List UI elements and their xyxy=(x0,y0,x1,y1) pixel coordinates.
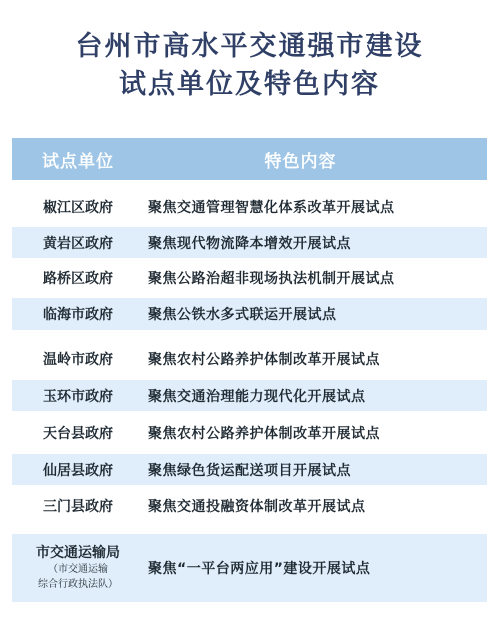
row-unit: 温岭市政府 xyxy=(43,352,113,368)
pilot-table xyxy=(12,138,487,590)
row-unit: 椒江区政府 xyxy=(43,200,113,216)
table-row xyxy=(12,262,487,294)
table-row xyxy=(12,454,487,485)
table-row xyxy=(12,191,487,223)
row-unit: 仙居县政府 xyxy=(43,462,113,479)
row-unit: 临海市政府 xyxy=(43,307,113,323)
row-content: 聚焦公路治超非现场执法机制开展试点 xyxy=(148,271,395,287)
row-content: 聚焦绿色货运配送项目开展试点 xyxy=(148,462,351,479)
row-content: 聚焦交通治理能力现代化开展试点 xyxy=(148,388,366,405)
table-row xyxy=(12,342,487,376)
row-unit-main: 市交通运输局 xyxy=(36,545,120,561)
table-row xyxy=(12,227,487,258)
table-row xyxy=(12,490,487,522)
header-content: 特色内容 xyxy=(264,151,337,172)
row-unit xyxy=(12,544,144,592)
row-content: 聚焦公铁水多式联运开展试点 xyxy=(148,307,337,323)
table-row xyxy=(12,534,487,602)
row-unit-sub-2: 综合行政执法队） xyxy=(38,579,118,590)
row-content: 聚焦交通管理智慧化体系改革开展试点 xyxy=(148,200,395,216)
row-content: 聚焦“一平台两应用”建设开展试点 xyxy=(148,561,371,577)
page-title xyxy=(0,28,499,104)
row-unit: 玉环市政府 xyxy=(43,388,113,405)
title-line-1: 台州市高水平交通强市建设 xyxy=(75,31,424,62)
table-row xyxy=(12,417,487,449)
row-unit: 黄岩区政府 xyxy=(43,235,113,252)
table-header xyxy=(12,138,487,180)
row-content: 聚焦交通投融资体制改革开展试点 xyxy=(148,499,366,515)
table-row xyxy=(12,298,487,330)
row-content: 聚焦农村公路养护体制改革开展试点 xyxy=(148,352,380,368)
row-unit-sub-1: （市交通运输 xyxy=(48,564,108,575)
table-row xyxy=(12,380,487,411)
title-line-2: 试点单位及特色内容 xyxy=(119,69,380,100)
row-content: 聚焦现代物流降本增效开展试点 xyxy=(148,235,351,252)
row-unit: 天台县政府 xyxy=(43,426,113,442)
row-content: 聚焦农村公路养护体制改革开展试点 xyxy=(148,426,380,442)
row-unit: 三门县政府 xyxy=(43,499,113,515)
header-unit: 试点单位 xyxy=(42,151,114,172)
row-unit: 路桥区政府 xyxy=(43,271,113,287)
